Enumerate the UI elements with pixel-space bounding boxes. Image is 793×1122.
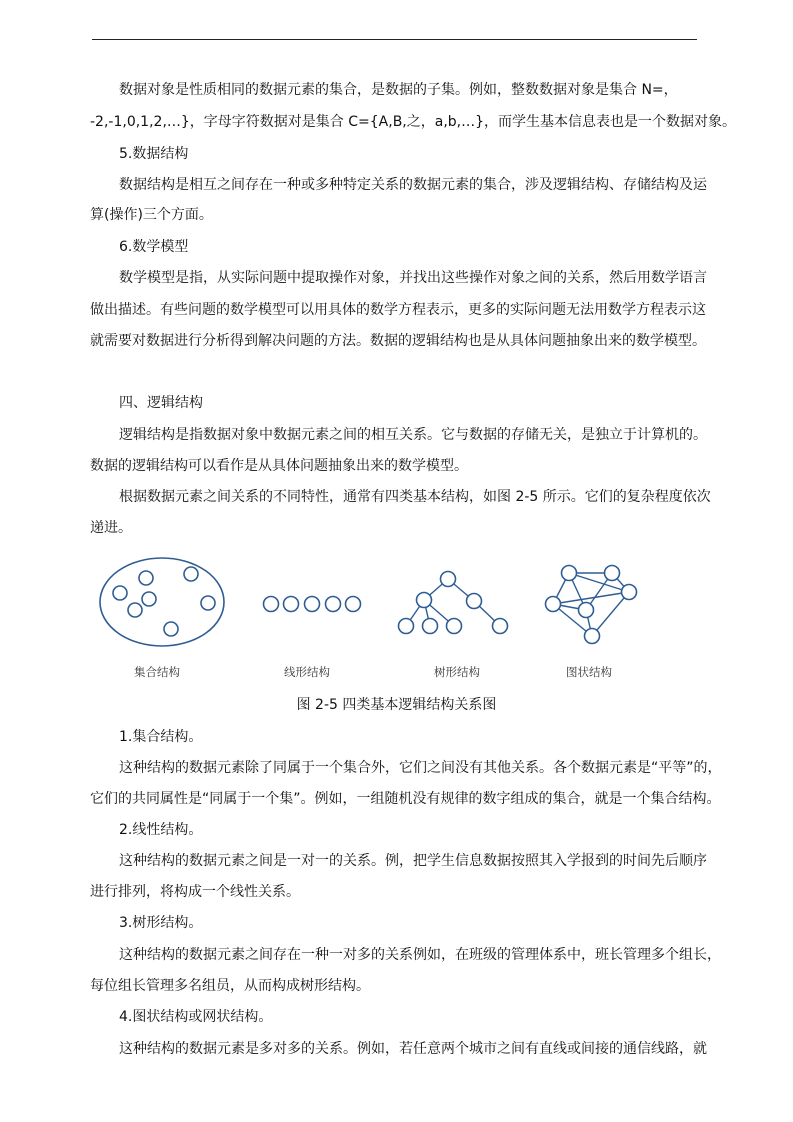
linear-node bbox=[346, 597, 361, 612]
linear-node bbox=[284, 597, 299, 612]
set-node bbox=[201, 596, 215, 610]
heading-tree-structure: 3.树形结构。 bbox=[119, 915, 203, 931]
linear-node bbox=[326, 597, 341, 612]
para-set-structure: 这种结构的数据元素除了同属于一个集合外，它们之间没有其他关系。各个数据元素是“平等”的， bbox=[119, 760, 722, 776]
heading-graph-structure: 4.图状结构或网状结构。 bbox=[119, 1009, 273, 1025]
para-graph-structure: 这种结构的数据元素是多对多的关系。例如，若任意两个城市之间有直线或间接的通信线路，就 bbox=[119, 1041, 707, 1057]
set-node bbox=[184, 567, 198, 581]
set-node bbox=[128, 603, 142, 617]
linear-node bbox=[264, 597, 279, 612]
para-data-structure-cont: 算(操作)三个方面。 bbox=[90, 207, 213, 223]
figure-2-5 bbox=[90, 556, 706, 690]
graph-node bbox=[585, 629, 600, 644]
graph-node bbox=[562, 566, 577, 581]
structure-diagrams bbox=[90, 556, 706, 690]
set-node bbox=[164, 622, 178, 636]
para-math-model-cont-1: 做出描述。有些问题的数学模型可以用具体的数学方程表示，更多的实际问题无法用数学方程表示这 bbox=[90, 302, 706, 318]
para-math-model-cont-2: 就需要对数据进行分析得到解决问题的方法。数据的逻辑结构也是从具体问题抽象出来的数学模型。 bbox=[90, 333, 706, 349]
para-tree-structure: 这种结构的数据元素之间存在一种一对多的关系例如，在班级的管理体系中，班长管理多个组长， bbox=[119, 947, 721, 963]
tree-node bbox=[399, 619, 414, 634]
tree-node bbox=[417, 593, 432, 608]
figure-title: 图 2-5 四类基本逻辑结构关系图 bbox=[296, 697, 497, 713]
tree-node bbox=[441, 572, 456, 587]
caption-linear-structure: 线形结构 bbox=[284, 665, 330, 679]
heading-data-structure: 5.数据结构 bbox=[119, 146, 189, 162]
para-logical-structure: 逻辑结构是指数据对象中数据元素之间的相互关系。它与数据的存储无关，是独立于计算机的。 bbox=[119, 427, 707, 443]
tree-node bbox=[467, 594, 482, 609]
para-linear-structure-cont: 进行排列，将构成一个线性关系。 bbox=[90, 884, 300, 900]
para-linear-structure: 这种结构的数据元素之间是一对一的关系。例，把学生信息数据按照其入学报到的时间先后顺序 bbox=[119, 853, 707, 869]
para-set-structure-cont: 它们的共同属性是“同属于一个集”。例如，一组随机没有规律的数字组成的集合，就是一个集合结构。 bbox=[90, 791, 721, 807]
heading-set-structure: 1.集合结构。 bbox=[119, 729, 203, 745]
para-data-structure: 数据结构是相互之间存在一种或多种特定关系的数据元素的集合，涉及逻辑结构、存储结构及运 bbox=[119, 177, 707, 193]
para-math-model: 数学模型是指，从实际问题中提取操作对象，并找出这些操作对象之间的关系，然后用数学语言 bbox=[119, 270, 707, 286]
graph-node bbox=[546, 597, 561, 612]
caption-tree-structure: 树形结构 bbox=[434, 665, 480, 679]
heading-linear-structure: 2.线性结构。 bbox=[119, 822, 203, 838]
tree-node bbox=[447, 619, 462, 634]
heading-math-model: 6.数学模型 bbox=[119, 239, 189, 255]
para-four-structures: 根据数据元素之间关系的不同特性，通常有四类基本结构，如图 2-5 所示。它们的复杂程度依次 bbox=[119, 489, 711, 505]
para-data-object: 数据对象是性质相同的数据元素的集合，是数据的子集。例如，整数数据对象是集合 N=， bbox=[119, 82, 678, 98]
set-node bbox=[113, 586, 127, 600]
header-rule bbox=[92, 39, 697, 40]
para-data-object-cont: -2,-1,0,1,2,…}，字母字符数据对是集合 C={A,B,之，a,b,…}，而学生基本信息表也是一个数据对象。 bbox=[90, 114, 737, 130]
para-tree-structure-cont: 每位组长管理多名组员，从而构成树形结构。 bbox=[90, 978, 370, 994]
graph-node bbox=[622, 585, 637, 600]
tree-node bbox=[493, 619, 508, 634]
graph-node bbox=[605, 566, 620, 581]
caption-graph-structure: 图状结构 bbox=[566, 665, 612, 679]
linear-node bbox=[305, 597, 320, 612]
set-node bbox=[139, 571, 153, 585]
set-node bbox=[142, 592, 156, 606]
caption-set-structure: 集合结构 bbox=[134, 665, 180, 679]
para-logical-structure-cont: 数据的逻辑结构可以看作是从具体问题抽象出来的数学模型。 bbox=[90, 458, 468, 474]
tree-node bbox=[423, 619, 438, 634]
para-four-structures-cont: 递进。 bbox=[90, 520, 132, 536]
graph-node bbox=[579, 603, 594, 618]
graph-edge bbox=[592, 592, 629, 636]
heading-logical-structure: 四、逻辑结构 bbox=[119, 395, 203, 411]
